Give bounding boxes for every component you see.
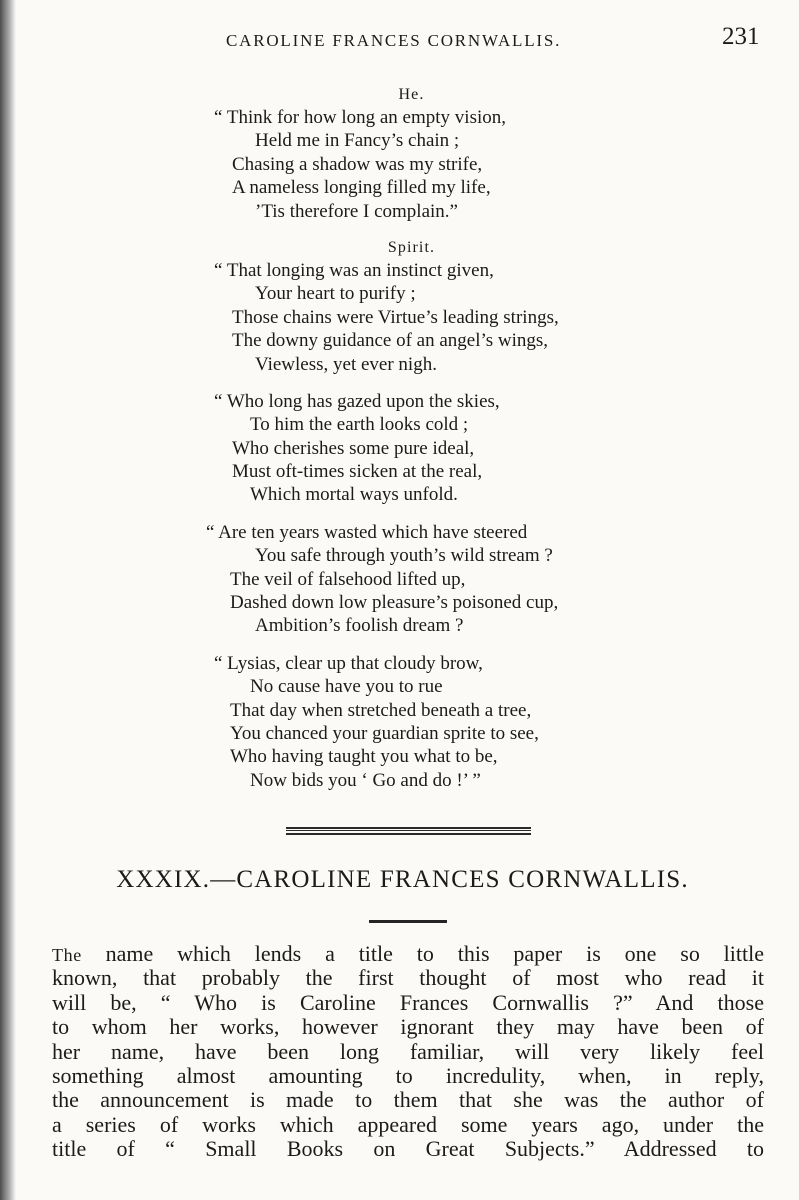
stanza-1: [0, 106, 799, 223]
speaker-spirit: Spirit.: [387, 238, 436, 256]
poem-line: Chasing a shadow was my strife,: [232, 153, 483, 175]
poem-line: Who cherishes some pure ideal,: [232, 437, 475, 459]
poem-line: Your heart to purify ;: [255, 283, 416, 305]
poem-line: To him the earth looks cold ;: [250, 414, 469, 436]
poem-line: Dashed down low pleasure’s poisoned cup,: [230, 592, 559, 614]
poem-line: ’Tis therefore I complain.”: [255, 200, 458, 222]
body-line: known, that probably the first thought of most who read it: [52, 965, 764, 991]
body-line: title of “ Small Books on Great Subjects.” Addressed to: [52, 1136, 764, 1162]
poem-line: “ Are ten years wasted which have steered: [206, 521, 528, 543]
poem-line: Ambition’s foolish dream ?: [255, 615, 464, 637]
stanza-2: [0, 259, 799, 376]
poem-line: No cause have you to rue: [250, 676, 443, 698]
poem-line: Must oft-times sicken at the real,: [232, 461, 483, 483]
title-rule: [369, 920, 447, 923]
poem-line: Held me in Fancy’s chain ;: [255, 130, 460, 152]
poem-line: The veil of falsehood lifted up,: [230, 568, 466, 590]
poem-line: Those chains were Virtue’s leading strings,: [232, 306, 559, 328]
poem-line: Who having taught you what to be,: [230, 746, 498, 768]
body-line: her name, have been long familiar, will very likely feel: [52, 1038, 764, 1064]
running-title: CAROLINE FRANCES CORNWALLIS.: [226, 31, 562, 50]
poem-line: “ That longing was an instinct given,: [214, 259, 494, 281]
first-word: The: [52, 945, 82, 965]
poem-line: “ Think for how long an empty vision,: [214, 107, 507, 128]
poem-line: Now bids you ‘ Go and do !’ ”: [250, 769, 481, 791]
poem-line: You safe through youth’s wild stream ?: [255, 545, 553, 567]
body-line: will be, “ Who is Caroline Frances Cornwallis ?” And those: [52, 989, 764, 1015]
stanza-5: [0, 652, 799, 792]
body-line: the announcement is made to them that she was the author of: [52, 1087, 764, 1113]
chapter-title: XXXIX.—CAROLINE FRANCES CORNWALLIS.: [116, 866, 689, 893]
body-line: [52, 942, 764, 966]
poem: [0, 84, 799, 806]
body-text: [52, 942, 764, 1162]
poem-line: You chanced your guardian sprite to see,: [230, 722, 539, 744]
body-line: to whom her works, however ignorant they may have been of: [52, 1014, 764, 1040]
speaker-he: He.: [398, 86, 425, 103]
stanza-3: [0, 390, 799, 507]
page-number: 231: [722, 23, 760, 50]
body-line-text: name which lends a title to this paper is one so little: [81, 941, 764, 966]
poem-line: Viewless, yet ever nigh.: [255, 353, 437, 375]
body-line: a series of works which appeared some years ago, under the: [52, 1111, 764, 1137]
poem-line: A nameless longing filled my life,: [232, 177, 491, 199]
poem-line: “ Lysias, clear up that cloudy brow,: [214, 652, 483, 674]
running-head: [0, 23, 799, 55]
body-line: something almost amounting to incredulity, when, in reply,: [52, 1062, 764, 1088]
poem-line: The downy guidance of an angel’s wings,: [232, 330, 549, 352]
poem-line: “ Who long has gazed upon the skies,: [214, 390, 500, 412]
poem-line: That day when stretched beneath a tree,: [230, 699, 532, 721]
poem-line: Which mortal ways unfold.: [250, 484, 458, 506]
stanza-4: [0, 521, 799, 638]
section-divider: [286, 827, 531, 835]
